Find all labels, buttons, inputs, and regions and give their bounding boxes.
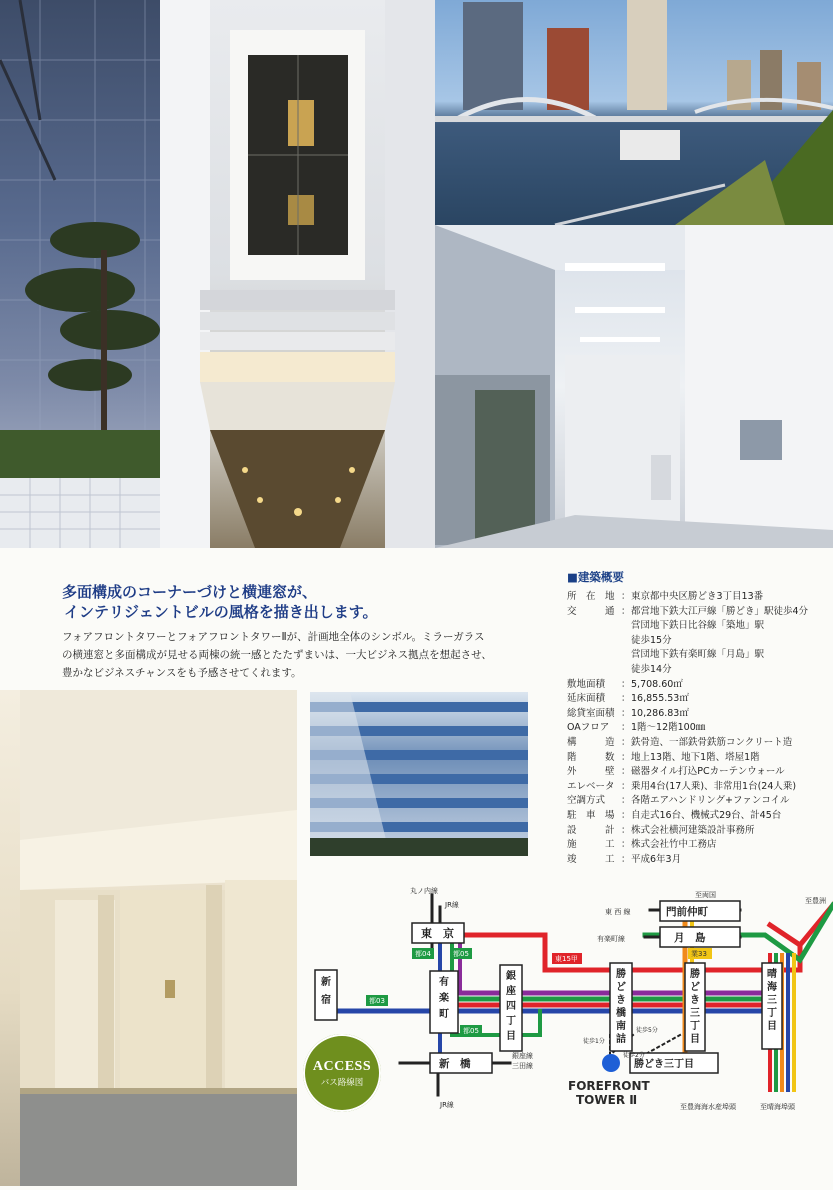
spec-separator: ：	[621, 766, 631, 778]
label-to-ryogoku: 至両国	[695, 891, 716, 899]
access-title: ACCESS	[312, 1058, 372, 1074]
spec-separator	[621, 634, 631, 649]
label-ginza-line: 銀座線	[512, 1052, 533, 1060]
spec-value: 株式会社竹中工務店	[631, 839, 717, 851]
spec-separator: ：	[621, 824, 631, 836]
spec-table	[567, 590, 808, 867]
spec-separator: ：	[621, 795, 631, 807]
spec-value: 徒歩15分	[631, 634, 672, 646]
bus-route-map	[300, 885, 833, 1186]
spec-row	[567, 707, 808, 722]
route-map-svg	[300, 885, 833, 1186]
spec-value: 営団地下鉄日比谷線「築地」駅	[631, 620, 765, 632]
spec-row	[567, 678, 808, 693]
spec-row	[567, 794, 808, 809]
spec-label	[567, 634, 621, 649]
headline-line1: 多面構成のコーナーづけと横連窓が、	[62, 583, 318, 601]
spec-label: 敷地面積	[567, 678, 606, 690]
spec-value: 徒歩14分	[631, 663, 672, 675]
spec-row	[567, 838, 808, 853]
spec-label: 設 計	[567, 824, 615, 836]
spec-row	[567, 751, 808, 766]
photo-entrance-lobby	[435, 225, 833, 548]
spec-label: 竣 工	[567, 853, 615, 865]
spec-label: 駐 車 場	[567, 809, 615, 821]
station-tokyo: 東 京	[421, 927, 454, 940]
access-badge	[303, 1034, 381, 1112]
spec-value: 鉄骨造、一部鉄骨鉄筋コンクリート造	[631, 736, 793, 748]
spec-separator: ：	[621, 839, 631, 851]
spec-separator: ：	[621, 853, 631, 865]
spec-separator: ：	[621, 722, 631, 734]
spec-separator: ：	[621, 780, 631, 792]
spec-separator: ：	[621, 693, 631, 705]
route-tag-to04: 都04	[415, 950, 431, 958]
route-tag-to05b: 都05	[463, 1027, 479, 1035]
photo-entrance-facade	[160, 0, 435, 548]
spec-value: 各階エアハンドリング+ファンコイル	[631, 795, 790, 807]
spec-value: 乗用4台(17人乗)、非常用1台(24人乗)	[631, 780, 797, 792]
spec-value: 16,855.53㎡	[631, 693, 689, 705]
spec-value: 5,708.60㎡	[631, 678, 683, 690]
spec-label: 交 通	[567, 605, 615, 617]
route-tag-higashi15: 東15甲	[555, 955, 578, 963]
spec-separator: ：	[621, 809, 631, 821]
spec-row	[567, 648, 808, 663]
route-tag-gyo33: 業33	[691, 950, 707, 958]
spec-value: 東京都中央区勝どき3丁目13番	[631, 591, 764, 602]
spec-row	[567, 780, 808, 795]
spec-label: 構 造	[567, 736, 615, 748]
body-paragraph	[62, 628, 540, 682]
station-tsukishima: 月 島	[674, 932, 706, 944]
spec-row	[567, 634, 808, 649]
spec-label	[567, 663, 621, 678]
spec-label	[567, 648, 621, 663]
route-tag-to03: 都03	[369, 997, 385, 1005]
label-walk-1min: 徒歩1分	[583, 1038, 605, 1045]
station-kachidoki-3chome: 勝どき三丁目	[690, 969, 700, 1045]
spec-separator	[621, 648, 631, 663]
spec-separator: ：	[621, 591, 631, 602]
photo-ribbon-windows	[310, 692, 528, 856]
station-shinbashi: 新 橋	[439, 1058, 471, 1070]
spec-separator	[621, 619, 631, 634]
spec-row	[567, 619, 808, 634]
spec-value: 営団地下鉄有楽町線「月島」駅	[631, 649, 765, 661]
spec-separator: ：	[621, 707, 631, 719]
spec-separator: ：	[621, 736, 631, 748]
spec-row	[567, 809, 808, 824]
spec-value: 都営地下鉄大江戸線「勝どき」駅徒歩4分	[631, 605, 809, 617]
spec-value: 1階～12階100㎜	[631, 722, 706, 734]
station-monzen-nakacho: 門前仲町	[666, 906, 708, 918]
label-walk-2min: 徒歩2分	[623, 1052, 645, 1059]
spec-label: OAフロア	[567, 722, 610, 734]
spec-value: 地上13階、地下1階、塔屋1階	[631, 751, 760, 763]
label-jr-bottom: JR線	[440, 1101, 454, 1109]
spec-label: 所 在 地	[567, 591, 615, 602]
body-line2: の横連窓と多面構成が見せる両棟の統一感とたたずまいは、一大ビジネス拠点を想起させ、	[62, 649, 492, 661]
spec-row	[567, 721, 808, 736]
spec-label: エレベータ	[567, 780, 615, 792]
spec-row	[567, 692, 808, 707]
forefront-marker-icon	[602, 1054, 620, 1072]
spec-row	[567, 663, 808, 678]
spec-label: 空調方式	[567, 795, 606, 807]
label-to-harumi-pier: 至晴海埠頭	[760, 1103, 795, 1111]
headline-line2: インテリジェントビルの風格を描き出します。	[64, 603, 378, 621]
photo-elevator-hall	[0, 690, 297, 1186]
station-yurakucho: 有楽町	[439, 977, 449, 1020]
photo-riverside-skyline	[435, 0, 833, 225]
access-subtitle: バス路線図	[320, 1077, 364, 1088]
spec-label: 総貸室面積	[567, 707, 615, 719]
spec-separator: ：	[621, 678, 631, 690]
station-shinjuku: 新宿	[321, 977, 331, 1006]
station-kachidokibashi-minamizume: 勝どき橋南詰	[616, 969, 626, 1045]
station-ginza-4chome: 銀座四丁目	[506, 971, 516, 1042]
label-yurakucho-line: 有楽町線	[597, 935, 625, 943]
label-jr-top: JR線	[445, 901, 459, 909]
spec-value: 自走式16台、機械式29台、計45台	[631, 809, 782, 821]
spec-separator: ：	[621, 751, 631, 763]
label-marunouchi: 丸ノ内線	[410, 887, 438, 895]
label-walk-5min: 徒歩5分	[636, 1027, 658, 1034]
spec-label: 延床面積	[567, 693, 606, 705]
label-mita-line: 三田線	[512, 1062, 533, 1070]
spec-label: 階 数	[567, 751, 615, 763]
forefront-name-line1: FOREFRONT	[568, 1079, 650, 1093]
spec-label	[567, 619, 621, 634]
spec-row	[567, 605, 808, 620]
spec-value: 磁器タイル打込PCカーテンウォール	[631, 766, 785, 778]
spec-separator	[621, 663, 631, 678]
spec-separator: ：	[621, 605, 631, 617]
spec-label: 外 壁	[567, 766, 615, 778]
spec-row	[567, 765, 808, 780]
forefront-name-line2: TOWER Ⅱ	[576, 1093, 638, 1107]
stop-kachidoki-3chome: 勝どき三丁目	[634, 1059, 694, 1070]
station-harumi-3chome: 晴海三丁目	[767, 969, 777, 1032]
body-line1: フォアフロントタワーとフォアフロントタワーⅡが、計画地全体のシンボル。ミラーガラス	[62, 631, 485, 643]
label-tozai: 東 西 線	[605, 908, 631, 916]
spec-label: 施 工	[567, 839, 615, 851]
spec-row	[567, 853, 808, 868]
spec-value: 株式会社横河建築設計事務所	[631, 824, 755, 836]
spec-value: 10,286.83㎡	[631, 707, 689, 719]
label-to-toyomi-pier: 至豊海海水産埠頭	[680, 1103, 736, 1111]
label-to-toyosu: 至豊洲	[805, 897, 826, 905]
photo-tree-and-building	[0, 0, 160, 548]
body-line3: 豊かなビジネスチャンスをも予感させてくれます。	[62, 667, 302, 679]
headline	[62, 582, 378, 622]
spec-value: 平成6年3月	[631, 853, 682, 865]
route-tag-to05a: 都05	[453, 950, 469, 958]
spec-row	[567, 736, 808, 751]
spec-row	[567, 824, 808, 839]
spec-title: ■建築概要	[567, 570, 624, 584]
spec-row	[567, 590, 808, 605]
